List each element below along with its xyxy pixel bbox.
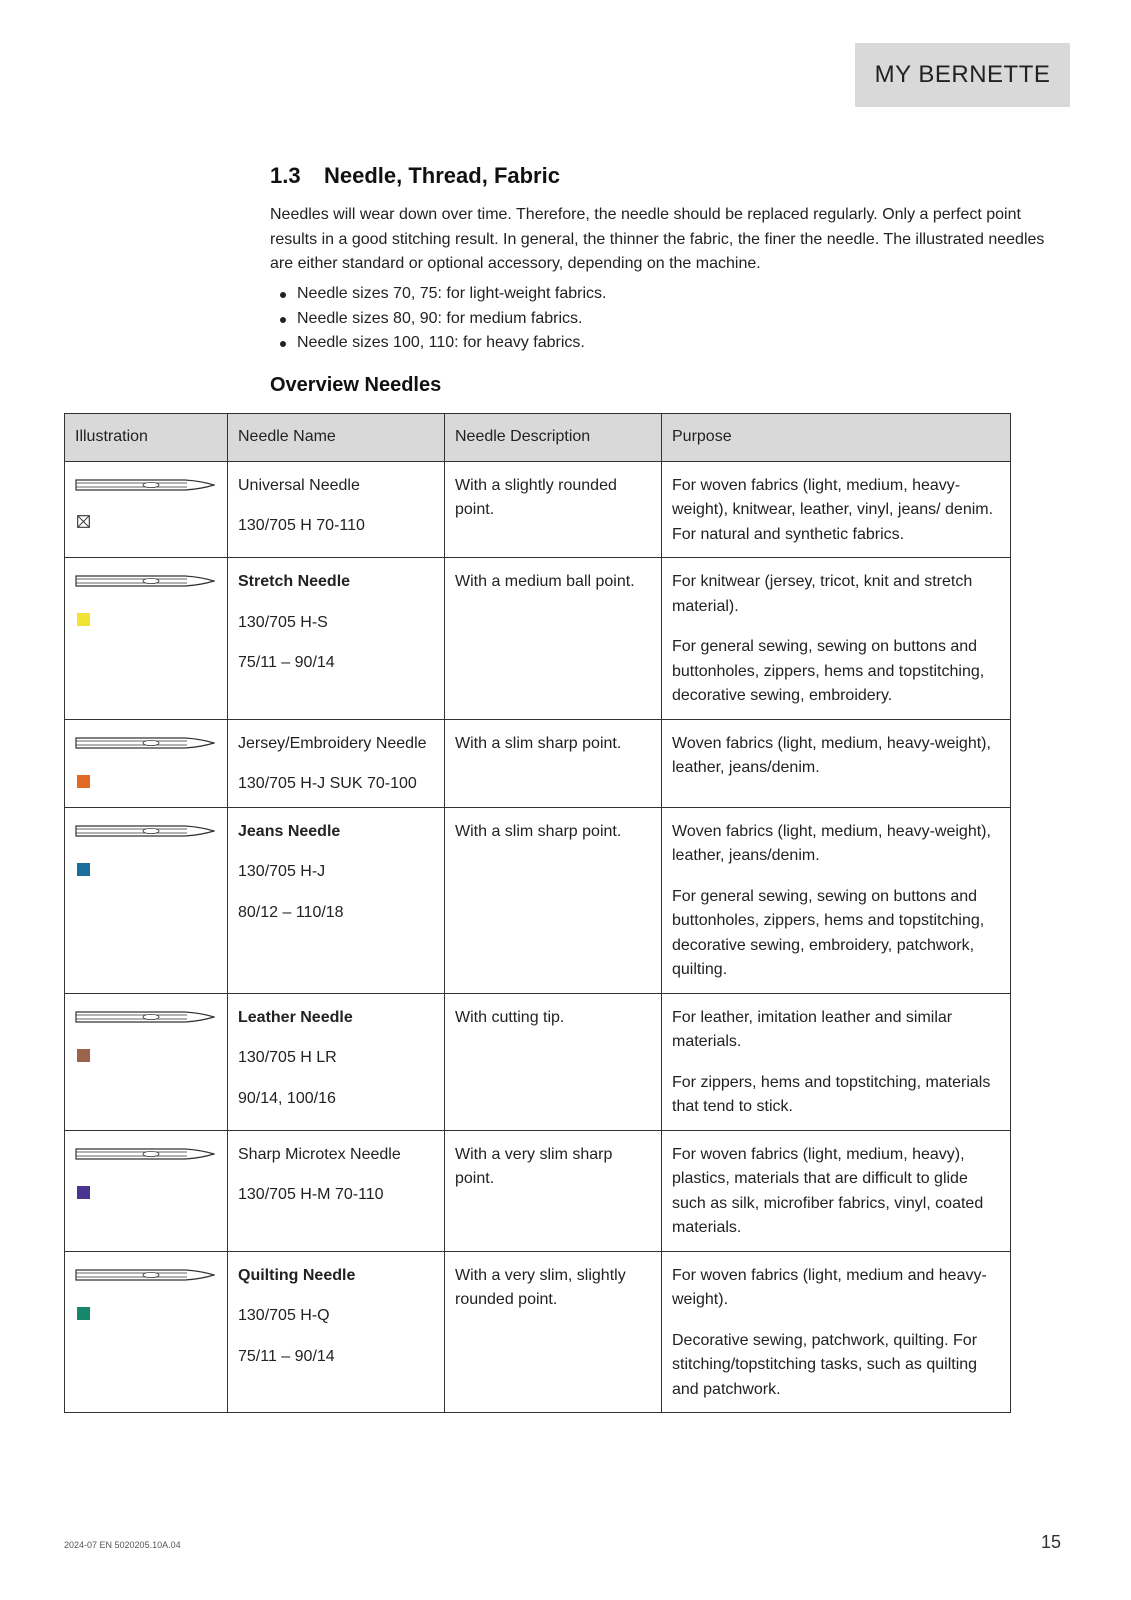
intro-paragraph: Needles will wear down over time. Therefore, the needle should be replaced regularly. Only a perfect point results in a good stitching result. In general, the thinner the fabric, the finer the needle. The illustrated needles are either standard or optional accessory, depending on the machine. bbox=[270, 206, 1045, 272]
needle-description: With a very slim, slightly rounded point. bbox=[445, 1251, 662, 1413]
needle-spec: 80/12 – 110/18 bbox=[238, 903, 344, 921]
needle-illustration-icon bbox=[75, 823, 215, 839]
needle-name: Universal Needle bbox=[238, 476, 360, 494]
purpose-text: For general sewing, sewing on buttons and buttonholes, zippers, hems and topstitching, decorative sewing, embroidery, patchwork, quilting. bbox=[672, 887, 985, 978]
table-row bbox=[65, 558, 1011, 720]
needle-name-cell bbox=[228, 719, 445, 807]
needle-name-cell bbox=[228, 558, 445, 720]
purpose-cell bbox=[662, 461, 1011, 558]
purpose-text: For leather, imitation leather and similar materials. bbox=[672, 1008, 953, 1050]
page-number: 15 bbox=[1040, 1532, 1061, 1552]
needle-spec: 90/14, 100/16 bbox=[238, 1089, 336, 1107]
needle-name: Jeans Needle bbox=[238, 822, 341, 840]
needle-name: Quilting Needle bbox=[238, 1266, 356, 1284]
column-header-illustration: Illustration bbox=[65, 414, 228, 462]
purpose-cell bbox=[662, 993, 1011, 1130]
purpose-text: For knitwear (jersey, tricot, knit and stretch material). bbox=[672, 573, 973, 615]
header-label: MY BERNETTE bbox=[855, 43, 1070, 107]
needle-spec: 130/705 H-S bbox=[238, 613, 328, 631]
needle-description: With a slim sharp point. bbox=[445, 807, 662, 993]
color-code-swatch bbox=[77, 863, 90, 876]
list-item: Needle sizes 80, 90: for medium fabrics. bbox=[270, 307, 606, 332]
table-row bbox=[65, 719, 1011, 807]
needle-name-cell bbox=[228, 1130, 445, 1251]
needle-description: With a slim sharp point. bbox=[445, 719, 662, 807]
needle-size-list bbox=[270, 282, 606, 356]
purpose-text: Woven fabrics (light, medium, heavy-weight), leather, jeans/denim. bbox=[672, 822, 991, 864]
purpose-cell bbox=[662, 807, 1011, 993]
color-code-swatch bbox=[77, 1049, 90, 1062]
illustration-cell bbox=[65, 1130, 228, 1251]
needle-illustration-icon bbox=[75, 1146, 215, 1162]
needles-table bbox=[64, 413, 1011, 1413]
needle-name-cell bbox=[228, 1251, 445, 1413]
needle-spec: 130/705 H LR bbox=[238, 1049, 337, 1066]
section-number: 1.3 bbox=[270, 163, 301, 188]
needle-spec: 75/11 – 90/14 bbox=[238, 654, 335, 671]
table-row bbox=[65, 1130, 1011, 1251]
purpose-text: Decorative sewing, patchwork, quilting. For stitching/topstitching tasks, such as quilting and patchwork. bbox=[672, 1331, 978, 1398]
column-header-needle-name: Needle Name bbox=[228, 414, 445, 462]
needle-name-cell bbox=[228, 461, 445, 558]
needle-name: Leather Needle bbox=[238, 1008, 353, 1026]
table-row bbox=[65, 993, 1011, 1130]
crossed-box-icon bbox=[77, 515, 90, 528]
purpose-text: Woven fabrics (light, medium, heavy-weight), leather, jeans/denim. bbox=[672, 734, 991, 776]
needle-spec: 130/705 H-J SUK 70-100 bbox=[238, 775, 417, 792]
needle-spec: 130/705 H-Q bbox=[238, 1307, 330, 1324]
purpose-text: For woven fabrics (light, medium and heavy-weight). bbox=[672, 1266, 987, 1308]
color-code-swatch bbox=[77, 775, 90, 788]
section-title bbox=[270, 163, 560, 189]
purpose-text: For woven fabrics (light, medium, heavy), plastics, materials that are difficult to glide such as silk, microfiber fabrics, vinyl, coated materials. bbox=[672, 1145, 984, 1236]
needle-name-cell bbox=[228, 993, 445, 1130]
purpose-text: For zippers, hems and topstitching, materials that tend to stick. bbox=[672, 1073, 991, 1115]
purpose-cell bbox=[662, 1251, 1011, 1413]
needle-name-cell bbox=[228, 807, 445, 993]
column-header-needle-description: Needle Description bbox=[445, 414, 662, 462]
illustration-cell bbox=[65, 719, 228, 807]
needle-description: With a slightly rounded point. bbox=[445, 461, 662, 558]
table-row bbox=[65, 807, 1011, 993]
list-item: Needle sizes 70, 75: for light-weight fabrics. bbox=[270, 282, 606, 307]
purpose-cell bbox=[662, 719, 1011, 807]
table-header-row bbox=[65, 414, 1011, 462]
needle-spec: 130/705 H-J bbox=[238, 863, 326, 880]
illustration-cell bbox=[65, 993, 228, 1130]
needle-illustration-icon bbox=[75, 477, 215, 493]
overview-title: Overview Needles bbox=[270, 374, 442, 396]
illustration-cell bbox=[65, 1251, 228, 1413]
table-row bbox=[65, 461, 1011, 558]
illustration-cell bbox=[65, 558, 228, 720]
purpose-cell bbox=[662, 1130, 1011, 1251]
needle-spec: 130/705 H 70-110 bbox=[238, 517, 365, 534]
column-header-purpose: Purpose bbox=[662, 414, 1011, 462]
needle-name: Jersey/Embroidery Needle bbox=[238, 734, 427, 752]
document-code: 2024-07 EN 5020205.10A.04 bbox=[64, 1540, 181, 1550]
color-code-swatch bbox=[77, 1307, 90, 1320]
needle-illustration-icon bbox=[75, 573, 215, 589]
needle-spec: 130/705 H-M 70-110 bbox=[238, 1186, 384, 1203]
color-code-swatch bbox=[77, 1186, 90, 1199]
color-code-swatch bbox=[77, 613, 90, 626]
illustration-cell bbox=[65, 807, 228, 993]
needle-name: Stretch Needle bbox=[238, 573, 351, 590]
needle-illustration-icon bbox=[75, 735, 215, 751]
purpose-text: For general sewing, sewing on buttons and buttonholes, zippers, hems and topstitching, decorative sewing, embroidery. bbox=[672, 638, 985, 704]
section-title-text: Needle, Thread, Fabric bbox=[324, 163, 560, 188]
table-row bbox=[65, 1251, 1011, 1413]
purpose-cell bbox=[662, 558, 1011, 720]
needle-description: With a very slim sharp point. bbox=[445, 1130, 662, 1251]
needle-illustration-icon bbox=[75, 1267, 215, 1283]
list-item: Needle sizes 100, 110: for heavy fabrics. bbox=[270, 331, 606, 356]
purpose-text: For woven fabrics (light, medium, heavy-weight), knitwear, leather, vinyl, jeans/ denim. For natural and synthetic fabrics. bbox=[672, 476, 994, 543]
needle-description: With cutting tip. bbox=[445, 993, 662, 1130]
needle-description: With a medium ball point. bbox=[445, 558, 662, 720]
needle-name: Sharp Microtex Needle bbox=[238, 1145, 401, 1163]
needle-illustration-icon bbox=[75, 1009, 215, 1025]
needle-spec: 75/11 – 90/14 bbox=[238, 1347, 335, 1365]
illustration-cell bbox=[65, 461, 228, 558]
